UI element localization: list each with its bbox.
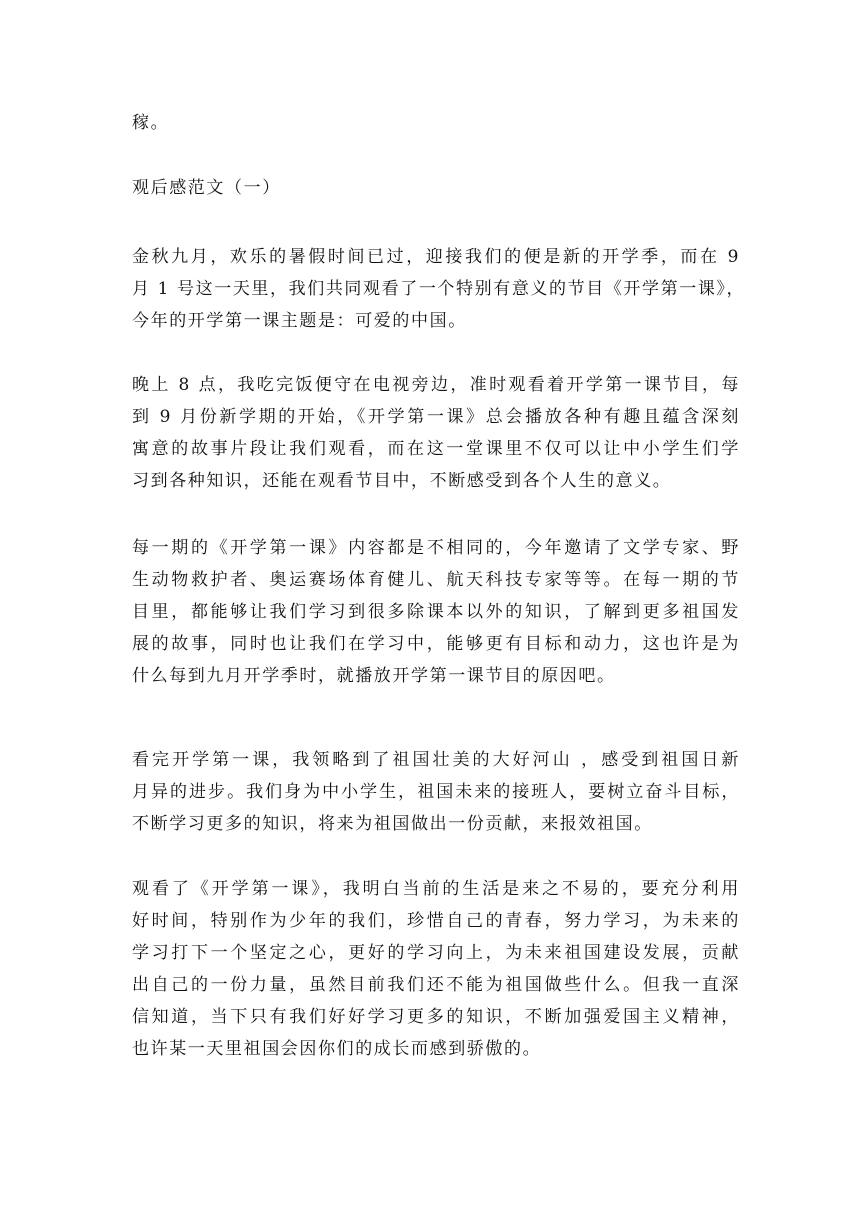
text-line: 观看了《开学第一课》，我明白当前的生活是来之不易的，要充分利用 bbox=[132, 879, 740, 899]
text-line: 到 9 月份新学期的开始，《开学第一课》总会播放各种有趣且蕴含深刻 bbox=[132, 407, 740, 427]
text-line: 不断学习更多的知识，将来为祖国做出一份贡献，来报效祖国。 bbox=[132, 814, 653, 834]
text-line: 什么每到九月开学季时，就播放开学第一课节目的原因吧。 bbox=[132, 666, 616, 686]
text-line: 稼。 bbox=[132, 113, 170, 133]
text-line: 看完开学第一课，我领略到了祖国壮美的大好河山 ，感受到祖国日新 bbox=[132, 750, 740, 770]
text-line: 展的故事，同时也让我们在学习中，能够更有目标和动力，这也许是为 bbox=[132, 634, 740, 654]
text-line: 也许某一天里祖国会因你们的成长而感到骄傲的。 bbox=[132, 1039, 542, 1059]
text-line: 月异的进步。我们身为中小学生，祖国未来的接班人，要树立奋斗目标， bbox=[132, 782, 740, 802]
text-line: 月 1 号这一天里，我们共同观看了一个特别有意义的节目《开学第一课》， bbox=[132, 279, 746, 299]
text-line: 好时间，特别作为少年的我们，珍惜自己的青春，努力学习，为未来的 bbox=[132, 911, 740, 931]
text-line: 今年的开学第一课主题是：可爱的中国。 bbox=[132, 311, 467, 331]
text-line: 晚上 8 点，我吃完饭便守在电视旁边，准时观看着开学第一课节目，每 bbox=[132, 375, 740, 395]
paragraph-3 bbox=[132, 532, 740, 692]
paragraph-1 bbox=[132, 241, 746, 337]
text-line: 每一期的《开学第一课》内容都是不相同的，今年邀请了文学专家、野 bbox=[132, 538, 740, 558]
text-line: 信知道，当下只有我们好好学习更多的知识，不断加强爱国主义精神， bbox=[132, 1007, 740, 1027]
heading-text: 观后感范文（一） bbox=[132, 178, 281, 198]
text-line: 寓意的故事片段让我们观看，而在这一堂课里不仅可以让中小学生们学 bbox=[132, 439, 740, 459]
text-fragment bbox=[132, 107, 740, 139]
paragraph-4 bbox=[132, 744, 740, 840]
text-line: 目里，都能够让我们学习到很多除课本以外的知识，了解到更多祖国发 bbox=[132, 602, 740, 622]
text-line: 习到各种知识，还能在观看节目中，不断感受到各个人生的意义。 bbox=[132, 471, 672, 491]
text-line: 出自己的一份力量，虽然目前我们还不能为祖国做些什么。但我一直深 bbox=[132, 975, 740, 995]
section-heading bbox=[132, 172, 740, 204]
text-line: 生动物救护者、奥运赛场体育健儿、航天科技专家等等。在每一期的节 bbox=[132, 570, 740, 590]
paragraph-5 bbox=[132, 873, 740, 1065]
text-line: 学习打下一个坚定之心，更好的学习向上，为未来祖国建设发展，贡献 bbox=[132, 943, 740, 963]
text-line: 金秋九月，欢乐的暑假时间已过，迎接我们的便是新的开学季，而在 9 bbox=[132, 247, 740, 267]
paragraph-2 bbox=[132, 369, 740, 497]
